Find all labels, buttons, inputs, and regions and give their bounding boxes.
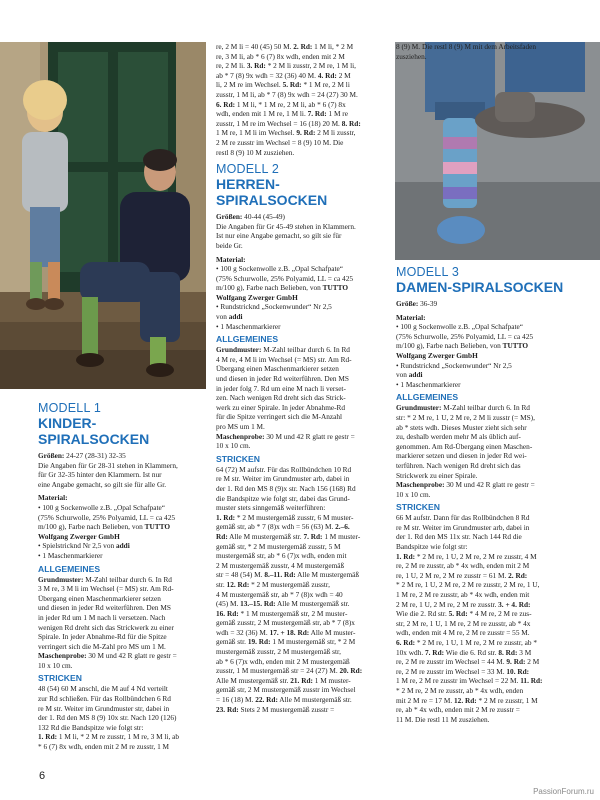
text-line: m/100 g), Farbe nach Belieben, von TUTTO [396, 341, 529, 351]
text-line: * 2 M re, 2 M re zusstr, ab * 4x wdh, enden [396, 685, 524, 695]
text-line: 1. Rd: * 2 M re, 1 U, 2 M re, 2 M re zusstr, 4 M [396, 551, 537, 561]
text-line: wdh, enden mit 4 M re, 2 M re zusstr = 55 M. [396, 628, 530, 638]
text-line: gemäß zusstr, 2 M mustergemäß str, ab * 7 (8)x [216, 618, 355, 628]
text-line: Material: [38, 493, 68, 503]
text-line: Größe: 36-39 [396, 299, 438, 308]
text-line: str, 2 M re, 1 U, 1 M re, 2 M re zusstr, ab * 4x [396, 618, 531, 628]
column-2 [216, 42, 388, 714]
text-line: Übergang einen Maschenmarkierer setzen [216, 364, 339, 374]
text-line: Maschenprobe: 30 M und 42 R glatt re gestr = [216, 431, 355, 441]
model-2-continued [396, 42, 568, 61]
text-line: Ist nur eine Angabe gemacht, so gilt sie für [216, 231, 342, 241]
text-line: wenigen Rd dreht sich das Strickwerk zu einer [38, 622, 174, 632]
text-line: • 1 Maschenmarkierer [216, 321, 281, 331]
text-line: 8 (9) M. Die restl 8 (9) M mit dem Arbeitsfaden [396, 42, 537, 51]
text-line: * 2 M re, 1 U, 2 M re, 2 M re zusstr, 2 M re, 1 U, [396, 580, 540, 590]
text-line: restl 8 (9) 10 M zusziehen. [216, 147, 295, 157]
text-line: re, 2 M li. 3. Rd: * 2 M li zusstr, 2 M re, 1 M li, [216, 61, 356, 71]
text-line: 6. Rd: * 2 M re, 1 U, 1 M re, 2 M re zusstr, ab * [396, 638, 537, 647]
text-line: gemäß str, 2 M mustergemäß zusstr im Wechsel [216, 685, 356, 695]
section-heading: ALLGEMEINES [216, 334, 279, 345]
text-line: Größen: 40-44 (45-49) [216, 212, 285, 222]
text-line: ab * stets wdh. Dieses Muster zieht sich sehr [396, 422, 527, 432]
text-line: Bandspitze wie folgt str: [396, 542, 468, 552]
model-3-body [396, 299, 568, 724]
text-line: 3 M re, 3 M li im Wechsel (= MS) str. Am Rd- [38, 584, 174, 594]
watermark: PassionForum.ru [533, 787, 594, 796]
text-line: 10 x 10 cm. [396, 489, 431, 499]
text-line: von addi [396, 370, 423, 380]
text-line: Material: [216, 254, 246, 264]
text-line: m/100 g), Farbe nach Belieben, von TUTTO [38, 522, 171, 532]
text-line: 1 M re, 2 M re zusstr im Wechsel = 22 M. 11. Rd: [396, 676, 543, 686]
text-line: terführen. Nach wenigen Rd dreht sich das [396, 460, 521, 470]
text-line: Wolfgang Zwerger GmbH [38, 531, 120, 541]
text-line: Wolfgang Zwerger GmbH [216, 292, 298, 302]
text-line: • 100 g Sockenwolle z.B. „Opal Schafpate“ [216, 264, 343, 274]
text-line: zusziehen. [396, 51, 427, 61]
text-line: Übergang einen Maschenmarkierer setzen [38, 593, 161, 603]
text-line: 23. Rd: Stets 2 M mustergemäß zusstr = [216, 704, 335, 714]
text-line: Maschenprobe: 30 M und 42 R glatt re gestr = [38, 651, 177, 661]
photo-family-steps-image [0, 42, 206, 389]
text-line: zusstr, 1 M re im Wechsel = 16 (18) 20 M. 8. Rd: [216, 118, 361, 128]
text-line: • 100 g Sockenwolle z.B. „Opal Schafpate“ [396, 322, 523, 332]
section-heading: ALLGEMEINES [38, 563, 101, 574]
text-line: re, ab * 4x wdh, enden mit 2 M re zusstr = [396, 705, 520, 715]
text-line: re, 2 M re zusstr im Wechsel = 44 M. 9. Rd: 2 M [396, 657, 540, 667]
text-line: • Rundstricknd „Sockenwunder“ Nr 2,5 [396, 360, 512, 370]
text-line: li, 2 M re im Wechsel. 5. Rd: * 1 M re, 2 M li [216, 80, 350, 90]
text-line: Maschenprobe: 30 M und 42 R glatt re gestr = [396, 480, 535, 490]
text-line: für Gr 32-35 hinter den Klammern. Ist nur [38, 470, 162, 480]
text-line: zen. Nach wenigen Rd dreht sich das Strick- [216, 393, 346, 403]
text-line: mustergemäß str, ab * 6 (7)x wdh, enden mit [216, 551, 347, 561]
text-line: mustergemäß zusstr, 2 M mustergemäß str, [216, 647, 341, 657]
text-line: 10 x 10 cm. [38, 660, 73, 670]
text-line: 10 x 10 cm. [216, 441, 251, 451]
text-line: 11 M. Die restl 11 M zusziehen. [396, 714, 490, 724]
model-1-continued [216, 42, 388, 157]
text-line: markierer setzen und diesen in jeder Rd wei- [396, 451, 527, 461]
text-line: gemäß str, ab * 7 (8)x wdh = 56 (63) M. 2.–6. [216, 522, 350, 532]
text-line: Material: [396, 312, 426, 322]
text-line: 1. Rd: 1 M li, * 2 M re zusstr, 1 M re, 3 M li, ab [38, 732, 179, 742]
text-line: 48 (54) 60 M anschl, die M auf 4 Nd verteilt [38, 684, 168, 694]
text-line: pro MS um 1 M. [216, 422, 265, 431]
text-line: • 1 Maschenmarkierer [396, 379, 461, 389]
text-line: str = 48 (54) M. 8.–11. Rd: Alle M mustergemäß [216, 570, 360, 580]
text-line: 16. Rd: * 1 M mustergemäß str, 2 M muster- [216, 608, 348, 618]
text-line: zusstr, 1 M mustergemäß str = 24 (27) M. 20. Rd: [216, 666, 363, 676]
model-1-title: KINDER-SPIRALSOCKEN [38, 415, 150, 447]
model-3-label: MODELL 3 [396, 265, 459, 279]
text-line: Die Angaben für Gr 28-31 stehen in Klammern, [38, 460, 178, 470]
text-line: beide Gr. [216, 240, 243, 250]
text-line: der 1. Rd den MS 8 (9)x str. Nach 156 (168) Rd [216, 483, 356, 493]
text-line: • 1 Maschenmarkierer [38, 550, 103, 560]
text-line: 1 M re, 1 M li im Wechsel. 9. Rd: 2 M li zusstr, [216, 128, 356, 138]
text-line: str: * 2 M re, 1 U, 2 M re, 2 M li zusstr (= MS), [396, 412, 535, 422]
text-line: Grundmuster: M-Zahl teilbar durch 6. In Rd [38, 574, 172, 584]
text-line: 1. Rd: * 2 M mustergemäß zusstr, 6 M muster- [216, 512, 354, 522]
text-line: werk zu einer Spirale. In jeder Abnahme-Rd [216, 402, 346, 412]
text-line: (75% Schurwolle, 25% Polyamid, LL = ca 425 [216, 273, 353, 283]
text-line: ab * 7 (8) 9x wdh = 32 (36) 40 M. 4. Rd: 2 M [216, 70, 351, 80]
text-line: (75% Schurwolle, 25% Polyamid, LL = ca 425 [396, 331, 533, 341]
text-line: 4 M mustergemäß str, ab * 7 (8)x wdh = 40 [216, 589, 343, 599]
text-line: re M str. Weiter im Grundmuster arb, dabei in [216, 474, 350, 484]
text-line: gemäß str, * 2 M mustergemäß zusstr, 5 M [216, 541, 341, 551]
text-line: = 16 (18) M. 22. Rd: Alle M mustergemäß str. [216, 695, 352, 705]
text-line: der 1. Rd den MS 11x str. Nach 144 Rd die [396, 532, 522, 542]
text-line: re, 2 M re zusstr im Wechsel = 33 M. 10. Rd: [396, 666, 530, 676]
text-line: 4 M re, 4 M li im Wechsel (= MS) str. Am Rd- [216, 354, 352, 364]
text-line: in jeder Rd um 1 M nach li versetzen. Nach [38, 612, 166, 622]
text-line: * 6 (7) 8x wdh, enden mit 2 M re zusstr, 1 M [38, 742, 170, 752]
text-line: 132 Rd die Bandspitze wie folgt str: [38, 722, 144, 732]
text-line: Wie die 2. Rd str. 5. Rd: * 4 M re, 2 M re zus- [396, 609, 532, 619]
text-line: 1 M re, 2 M re zusstr, ab * 4x wdh, enden mit [396, 590, 530, 600]
column-3 [396, 42, 568, 61]
text-line: in jeder folg 7. Rd um eine M nach li verset- [216, 383, 346, 393]
model-3-title: DAMEN-SPIRALSOCKEN [396, 279, 564, 295]
section-heading: STRICKEN [38, 673, 82, 684]
text-line: 10x wdh. 7. Rd: Wie die 6. Rd str. 8. Rd: 3 M [396, 647, 532, 657]
photo-ladies-socks-image [395, 42, 600, 260]
section-heading: STRICKEN [396, 502, 440, 513]
model-2-label: MODELL 2 [216, 162, 279, 177]
text-line: und diesen in jeder Rd weiterführen. Den MS [38, 603, 171, 613]
text-line: 66 M aufstr. Dann für das Rollbündchen 8 Rd [396, 513, 530, 523]
column-1 [38, 402, 199, 752]
text-line: der 1. Rd den MS 8 (9) 10x str. Nach 120 (126) [38, 713, 177, 723]
photo-ladies-socks [395, 42, 600, 260]
text-line: re M str. Weiter im Grundmuster arb, dabei in [396, 522, 530, 532]
text-line: re, 2 M re zusstr, ab * 4x wdh, enden mit 2 M [396, 561, 530, 571]
text-line: Größen: 24-27 (28-31) 32-35 [38, 451, 126, 460]
text-line: • Spielstricknd Nr 2,5 von addi [38, 541, 130, 551]
text-line: Spirale. In jeder Abnahme-Rd für die Spitze [38, 632, 167, 642]
section-heading: ALLGEMEINES [396, 392, 459, 403]
page-number: 6 [39, 770, 46, 782]
text-line: m/100 g), Farbe nach Belieben, von TUTTO [216, 283, 349, 293]
text-line: (45) M. 13.–15. Rd: Alle M mustergemäß str. [216, 599, 350, 609]
text-line: • Rundstricknd „Sockenwunder“ Nr 2,5 [216, 302, 332, 312]
section-heading: STRICKEN [216, 453, 260, 464]
text-line: Strickwerk zu einer Spirale. [396, 470, 478, 480]
text-line: mit 2 M re = 17 M. 12. Rd: * 2 M re zusstr, 1 M [396, 695, 538, 705]
text-line: str. 12. Rd: * 2 M mustergemäß zusstr, [216, 579, 330, 589]
text-line: verringert sich die M-Zahl pro MS um 1 M. [38, 641, 166, 651]
text-line: 64 (72) M aufstr. Für das Rollbündchen 10 Rd [216, 464, 352, 474]
text-line: die Bandspitze wie folgt str, dabei das Grund- [216, 493, 350, 503]
text-line: re M str. Weiter im Grundmuster str, dabei in [38, 703, 170, 713]
photo-family-steps [0, 42, 206, 389]
text-line: genommen. Am Rd-Übergang einen Maschen- [396, 441, 533, 451]
text-line: 6. Rd: 1 M li, * 1 M re, 2 M li, ab * 6 (7) 8x [216, 99, 346, 109]
text-line: von addi [216, 312, 243, 322]
model-1-label: MODELL 1 [38, 401, 101, 415]
text-line: Wolfgang Zwerger GmbH [396, 350, 478, 360]
text-line: Grundmuster: M-Zahl teilbar durch 6. In Rd [396, 403, 530, 413]
text-line: und diesen in jeder Rd weiterführen. Den MS [216, 374, 349, 384]
text-line: zur Rd schließen. Für das Rollbündchen 6 Rd [38, 694, 171, 704]
text-line: eine Angabe gemacht, so gilt sie für alle Gr. [38, 479, 167, 489]
text-line: 2 M re zusstr im Wechsel = 8 (9) 10 M. Die [216, 137, 344, 147]
text-line: Rd: Alle M mustergemäß str. 7. Rd: 1 M muster- [216, 531, 361, 541]
text-line: muster stets sinngemäß weiterführen: [216, 503, 326, 513]
text-line: 2 M mustergemäß zusstr, 4 M mustergemäß [216, 560, 345, 570]
text-line: ab * 6 (7)x wdh, enden mit 2 M mustergemäß [216, 656, 350, 666]
text-line: Grundmuster: M-Zahl teilbar durch 6. In Rd [216, 345, 350, 355]
text-line: re, 2 M li = 40 (45) 50 M. 2. Rd: 1 M li, * 2 M [216, 42, 354, 51]
text-line: 2 M re, 1 U, 2 M re, 2 M re zusstr. 3. + 4. Rd: [396, 599, 531, 609]
text-line: für die Spitze verringert sich die M-Anzahl [216, 412, 343, 422]
text-line: re, 3 M li, ab * 6 (7) 8x wdh, enden mit 2 M [216, 51, 345, 61]
text-line: wdh, enden mit 1 M re, 1 M li. 7. Rd: 1 M re [216, 109, 348, 119]
text-line: zusstr, 1 M li, ab * 7 (8) 9x wdh = 24 (27) 30 M. [216, 89, 358, 99]
text-line: wdh = 32 (36) M. 17. + 18. Rd: Alle M muster- [216, 627, 356, 637]
model-1-body [38, 451, 199, 752]
text-line: • 100 g Sockenwolle z.B. „Opal Schafpate“ [38, 502, 165, 512]
text-line: Die Angaben für Gr 45-49 stehen in Klammern. [216, 221, 356, 231]
text-line: re, 1 U, 2 M re, 2 M re zusstr = 61 M. 2. Rd: [396, 570, 528, 580]
text-line: Alle M mustergemäß str. 21. Rd: 1 M muster- [216, 675, 351, 685]
text-line: gemäß str. 19. Rd: 1 M mustergemäß str, * 2 M [216, 637, 356, 647]
text-line: (75% Schurwolle, 25% Polyamid, LL = ca 425 [38, 512, 175, 522]
text-line: zu, deshalb werden mehr M als üblich auf- [396, 432, 521, 442]
column-3-lower [396, 266, 568, 724]
model-2-body [216, 212, 388, 714]
model-2-title: HERREN-SPIRALSOCKEN [216, 176, 328, 209]
